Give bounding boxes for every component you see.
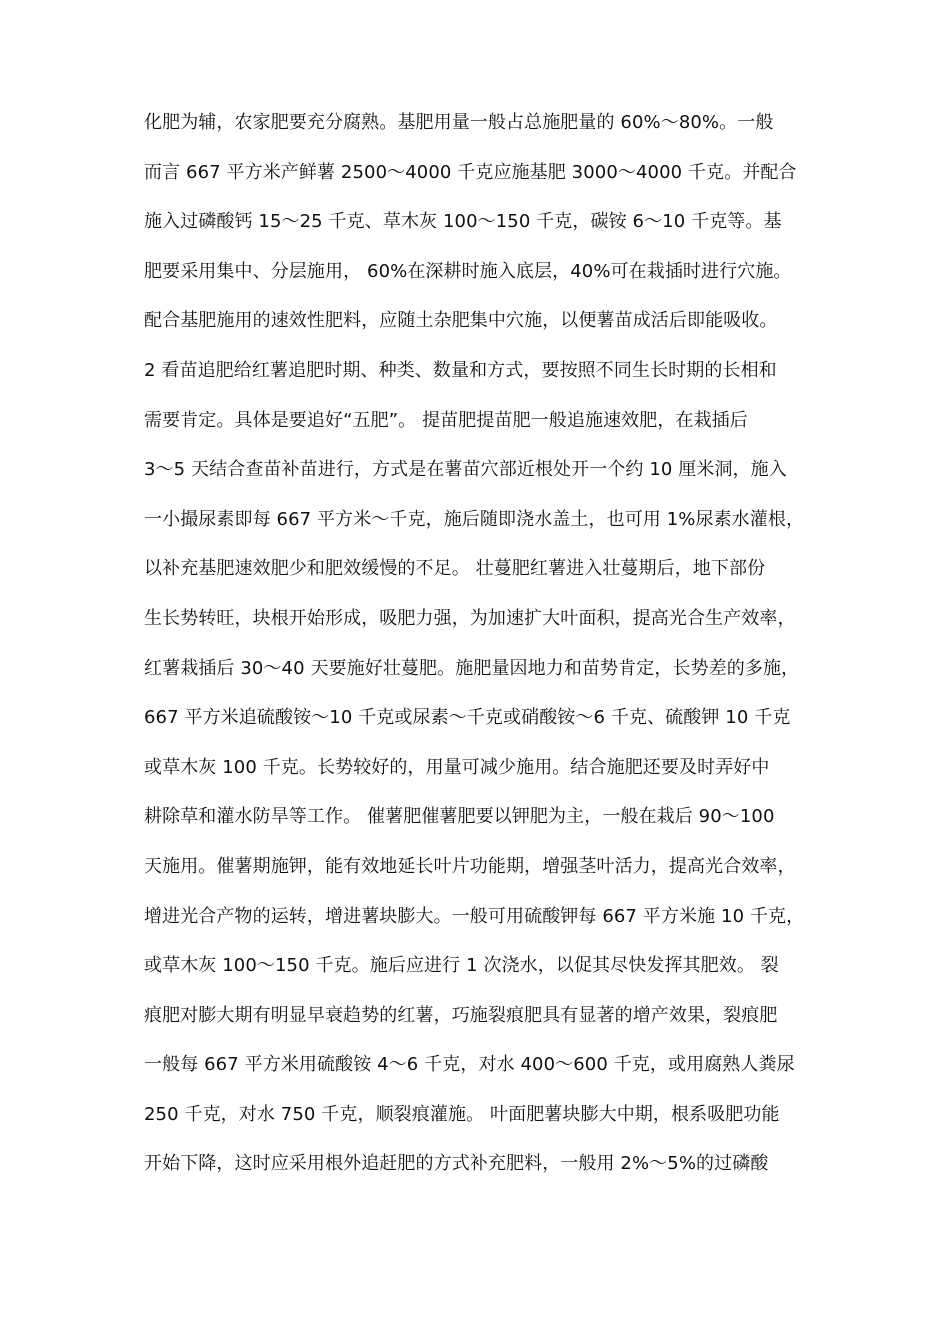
- text-line: 红薯栽插后 30～40 天要施好壮蔓肥。施肥量因地力和苗势肯定，长势差的多施，: [144, 657, 800, 679]
- text-line: 耕除草和灌水防旱等工作。 催薯肥催薯肥要以钾肥为主，一般在栽后 90～100: [144, 806, 775, 828]
- text-line: 增进光合产物的运转，增进薯块膨大。一般可用硫酸钾每 667 平方米施 10 千克，: [144, 905, 805, 927]
- text-line: 或草木灰 100 千克。长势较好的，用量可减少施用。结合施肥还要及时弄好中: [144, 756, 770, 778]
- text-line: 化肥为辅，农家肥要充分腐熟。基肥用量一般占总施肥量的 60%～80%。一般: [144, 112, 774, 133]
- text-line: 生长势转旺，块根开始形成，吸肥力强，为加速扩大叶面积，提高光合生产效率，: [144, 607, 796, 629]
- text-line: 667 平方米追硫酸铵～10 千克或尿素～千克或硝酸铵～6 千克、硫酸钾 10 千克: [144, 707, 791, 729]
- text-line: 天施用。催薯期施钾，能有效地延长叶片功能期，增强茎叶活力，提高光合效率，: [144, 855, 796, 877]
- text-line: 需要肯定。具体是要追好“五肥”。 提苗肥提苗肥一般追施速效肥，在栽插后: [144, 409, 748, 431]
- text-line: 痕肥对膨大期有明显早衰趋势的红薯，巧施裂痕肥具有显著的增产效果，裂痕肥: [144, 1004, 778, 1026]
- text-line: 肥要采用集中、分层施用， 60%在深耕时施入底层，40%可在栽插时进行穴施。: [144, 260, 792, 282]
- text-line: 施入过磷酸钙 15～25 千克、草木灰 100～150 千克，碳铵 6～10 千克等。基: [144, 211, 782, 233]
- text-line: 而言 667 平方米产鲜薯 2500～4000 千克应施基肥 3000～4000 千克。并配合: [144, 161, 797, 183]
- text-line: 或草木灰 100～150 千克。施后应进行 1 次浇水，以促其尽快发挥其肥效。 裂: [144, 955, 779, 977]
- text-line: 一般每 667 平方米用硫酸铵 4～6 千克，对水 400～600 千克，或用腐熟人粪尿: [144, 1054, 795, 1076]
- text-line: 配合基肥施用的速效性肥料，应随土杂肥集中穴施，以便薯苗成活后即能吸收。: [144, 310, 778, 332]
- text-line: 250 千克，对水 750 千克，顺裂痕灌施。 叶面肥薯块膨大中期，根系吸肥功能: [144, 1103, 780, 1125]
- text-line: 3～5 天结合查苗补苗进行，方式是在薯苗穴部近根处开一个约 10 厘米洞，施入: [144, 459, 787, 481]
- body-text: [144, 103, 816, 1194]
- text-line: 开始下降，这时应采用根外追赶肥的方式补充肥料，一般用 2%～5%的过磷酸: [144, 1153, 769, 1175]
- text-line: 2 看苗追肥给红薯追肥时期、种类、数量和方式，要按照不同生长时期的长相和: [144, 359, 777, 381]
- text-line: 一小撮尿素即每 667 平方米～千克，施后随即浇水盖土，也可用 1%尿素水灌根，: [144, 508, 805, 530]
- text-line: 以补充基肥速效肥少和肥效缓慢的不足。 壮蔓肥红薯进入壮蔓期后，地下部份: [144, 558, 766, 580]
